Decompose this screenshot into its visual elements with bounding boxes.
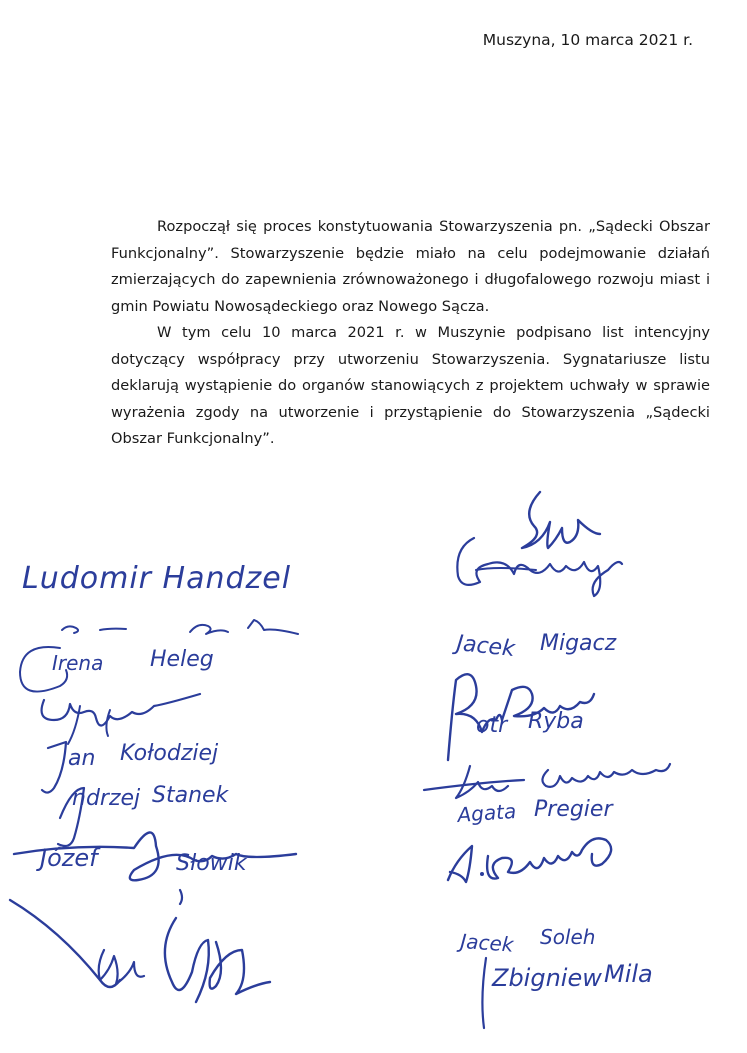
place-date: Muszyna, 10 marca 2021 r. xyxy=(482,31,693,49)
svg-text:Heleg: Heleg xyxy=(150,647,214,672)
signature-piotr-ryba xyxy=(448,674,594,760)
signature-agata-pregier xyxy=(455,797,615,827)
signature-irena-heleg xyxy=(20,647,214,692)
signature-underlined xyxy=(424,764,670,798)
svg-text:Józef: Józef xyxy=(40,844,98,872)
svg-text:Migacz: Migacz xyxy=(540,631,617,656)
svg-text:Jacek: Jacek xyxy=(459,929,515,957)
signature-ludomir-handzel: Ludomir Handzel xyxy=(22,561,292,596)
svg-text:ndrzej: ndrzej xyxy=(72,786,141,811)
svg-text:Stanek: Stanek xyxy=(152,783,229,808)
signature-zbigniew-mila xyxy=(482,958,652,1028)
letter-body xyxy=(111,214,710,453)
svg-text:Jacek: Jacek xyxy=(455,631,517,663)
signature-scribble-3 xyxy=(10,890,270,1002)
signatures-drawing xyxy=(0,470,747,1053)
svg-text:Agata: Agata xyxy=(456,798,517,827)
signature-scribble-2 xyxy=(42,694,200,744)
signature-a-dots xyxy=(448,838,611,882)
svg-text:Zbigniew: Zbigniew xyxy=(492,964,602,992)
signature-jacek-migacz xyxy=(451,631,616,663)
svg-text:Mila: Mila xyxy=(604,960,653,988)
svg-text:Ryba: Ryba xyxy=(528,709,584,734)
svg-text:Słowik: Słowik xyxy=(176,851,247,876)
svg-text:Soleh: Soleh xyxy=(540,925,596,949)
signature-looping xyxy=(457,538,622,596)
signature-jozef-slowik xyxy=(14,832,296,880)
svg-text:an: an xyxy=(68,746,96,771)
paragraph-1: Rozpoczął się proces konstytuowania Stowarzyszenia pn. „Sądecki Obszar Funkcjonalny”. Stowarzyszenie będzie miało na celu podejmowanie działań zmierzających do zapewnienia zrównoważonego i długofalowego rozwoju miast i gmin Powiatu Nowosądeckiego oraz Nowego Sącza. xyxy=(111,218,710,315)
svg-text:otr: otr xyxy=(476,713,508,738)
signatures-area xyxy=(0,470,747,1053)
svg-text:Pregier: Pregier xyxy=(534,797,613,822)
paragraph-2: W tym celu 10 marca 2021 r. w Muszynie podpisano list intencyjny dotyczący współpracy przy utworzeniu Stowarzyszenia. Sygnatariusze listu deklarują wystąpienie do organów stanowiących z projektem uchwały w sprawie wyrażenia zgody na utworzenie i przystąpienie do Stowarzyszenia „Sądecki Obszar Funkcjonalny”. xyxy=(111,324,710,447)
signature-monogram-top xyxy=(522,492,600,548)
svg-text:Kołodziej: Kołodziej xyxy=(120,741,219,766)
signature-jacek-soleh xyxy=(456,925,596,957)
signature-scribble-1 xyxy=(62,620,298,634)
svg-text:Irena: Irena xyxy=(52,651,104,675)
